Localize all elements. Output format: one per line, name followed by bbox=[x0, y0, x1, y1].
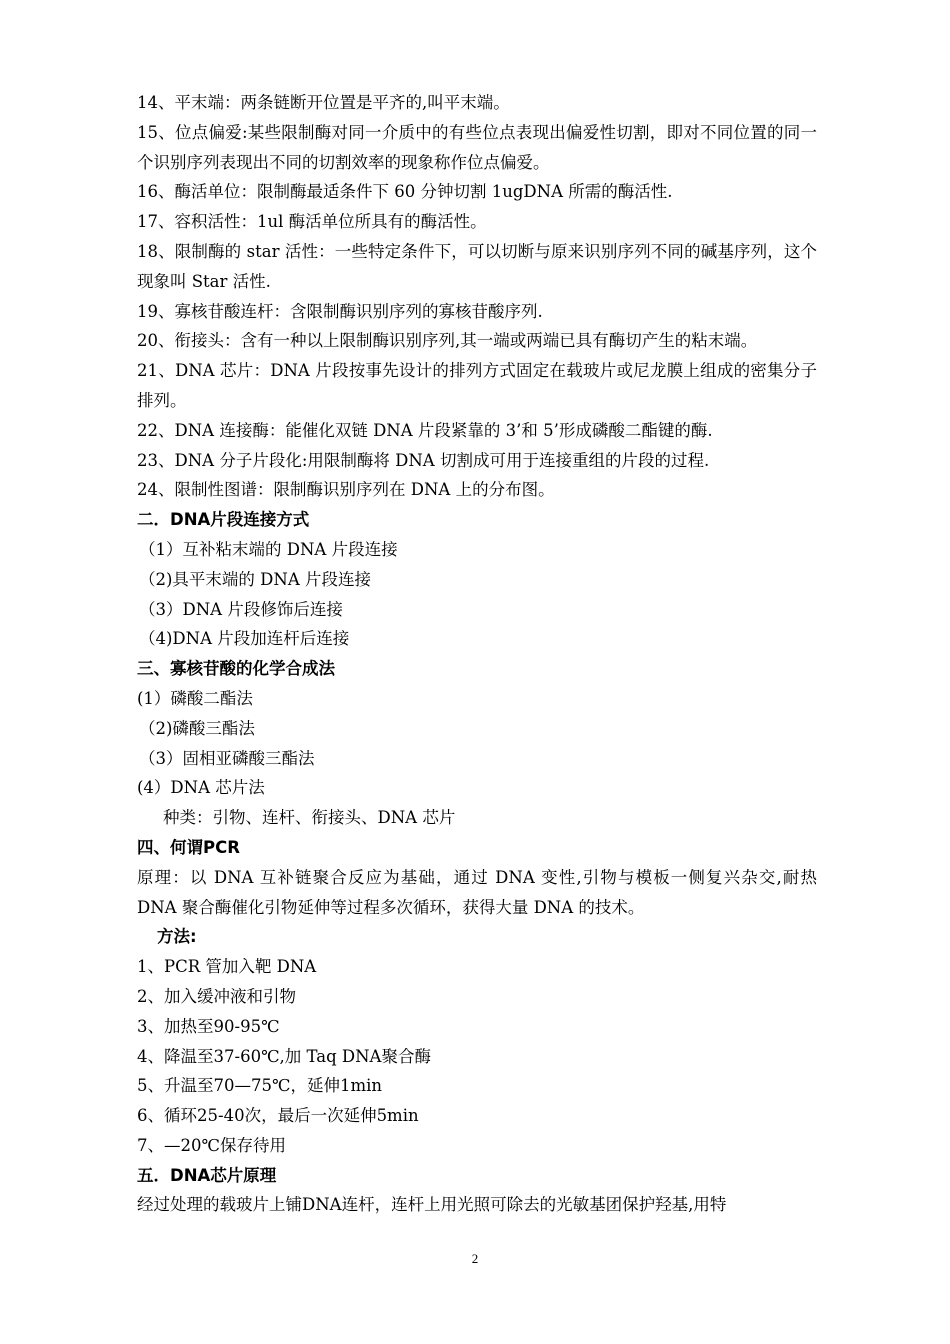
ligation-method-3: （3）DNA 片段修饰后连接 bbox=[139, 599, 343, 619]
pcr-step-2: 2、加入缓冲液和引物 bbox=[137, 986, 296, 1006]
definition-14: 14、平末端：两条链断开位置是平齐的,叫平末端。 bbox=[137, 93, 510, 112]
section-heading-ligation: 二．DNA片段连接方式 bbox=[137, 510, 310, 530]
definition-21: 21、DNA 芯片：DNA 片段按事先设计的排列方式固定在载玻片或尼龙膜上组成的密集分子排列。 bbox=[137, 361, 817, 410]
definition-15: 15、位点偏爱:某些限制酶对同一介质中的有些位点表现出偏爱性切割，即对不同位置的同一个识别序列表现出不同的切割效率的现象称作位点偏爱。 bbox=[137, 122, 817, 172]
synthesis-method-2: （2)磷酸三酯法 bbox=[139, 718, 255, 738]
pcr-step-6: 6、循环25-40次，最后一次延伸5min bbox=[137, 1106, 419, 1126]
ligation-method-2: （2)具平末端的 DNA 片段连接 bbox=[139, 569, 372, 589]
definition-17: 17、容积活性：1ul 酶活单位所具有的酶活性。 bbox=[137, 212, 487, 232]
pcr-step-3: 3、加热至90-95℃ bbox=[137, 1016, 280, 1036]
ligation-method-4: （4)DNA 片段加连杆后连接 bbox=[139, 629, 350, 649]
pcr-step-5: 5、升温至70—75℃，延伸1min bbox=[137, 1076, 382, 1096]
synthesis-method-1: (1）磷酸二酯法 bbox=[137, 688, 253, 708]
section-heading-dna-chip: 五．DNA芯片原理 bbox=[137, 1165, 277, 1185]
ligation-method-1: （1）互补粘末端的 DNA 片段连接 bbox=[139, 539, 398, 559]
definition-19: 19、寡核苷酸连杆：含限制酶识别序列的寡核苷酸序列. bbox=[137, 301, 543, 321]
synthesis-kinds: 种类：引物、连杆、衔接头、DNA 芯片 bbox=[163, 808, 456, 828]
definition-16: 16、酶活单位：限制酶最适条件下 60 分钟切割 1ugDNA 所需的酶活性. bbox=[137, 182, 673, 202]
page-number: 2 bbox=[471, 1251, 479, 1266]
definition-23: 23、DNA 分子片段化:用限制酶将 DNA 切割成可用于连接重组的片段的过程. bbox=[137, 450, 710, 470]
pcr-method-label: 方法: bbox=[157, 927, 197, 947]
pcr-step-4: 4、降温至37-60℃,加 Taq DNA聚合酶 bbox=[137, 1046, 431, 1066]
section-heading-pcr: 四、何谓PCR bbox=[137, 837, 240, 857]
pcr-principle: 原理：以 DNA 互补链聚合反应为基础，通过 DNA 变性,引物与模板一侧复兴杂交,耐热 DNA 聚合酶催化引物延伸等过程多次循环，获得大量 DNA 的技术。 bbox=[137, 867, 817, 917]
synthesis-method-3: （3）固相亚磷酸三酯法 bbox=[139, 748, 315, 768]
definition-22: 22、DNA 连接酶：能催化双链 DNA 片段紧靠的 3’和 5’形成磷酸二酯键的酶. bbox=[137, 420, 713, 440]
synthesis-method-4: (4）DNA 芯片法 bbox=[137, 778, 265, 798]
pcr-step-7: 7、—20℃保存待用 bbox=[137, 1135, 286, 1155]
section-heading-synthesis: 三、寡核苷酸的化学合成法 bbox=[137, 659, 335, 679]
page-content bbox=[137, 88, 817, 1220]
definition-24: 24、限制性图谱：限制酶识别序列在 DNA 上的分布图。 bbox=[137, 480, 555, 500]
pcr-step-1: 1、PCR 管加入靶 DNA bbox=[137, 957, 317, 977]
definition-20: 20、衔接头：含有一种以上限制酶识别序列,其一端或两端已具有酶切产生的粘末端。 bbox=[137, 331, 758, 351]
definition-18: 18、限制酶的 star 活性：一些特定条件下，可以切断与原来识别序列不同的碱基序列，这个现象叫 Star 活性. bbox=[137, 241, 817, 291]
dna-chip-text: 经过处理的载玻片上铺DNA连杆，连杆上用光照可除去的光敏基团保护羟基,用特 bbox=[137, 1195, 727, 1215]
